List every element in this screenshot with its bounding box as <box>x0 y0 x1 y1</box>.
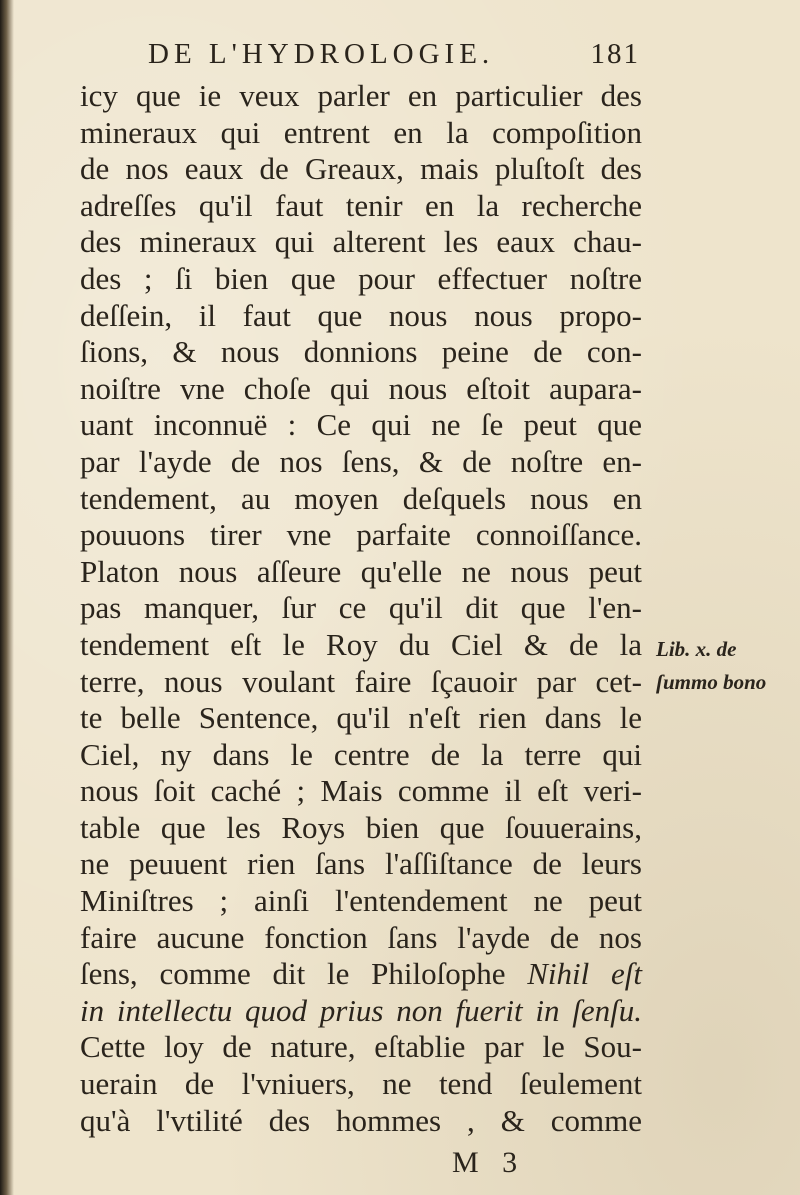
text-line: des mineraux qui alterent les eaux chau- <box>80 224 642 260</box>
text-line: ne peuuent rien ſans l'aſſiſtance de leurs <box>80 846 642 882</box>
text-line: par l'ayde de nos ſens, & de noſtre en- <box>80 443 642 479</box>
text-line: tendement eſt le Roy du Ciel & de la <box>80 626 642 662</box>
marginal-note-line: ſummo bono <box>656 670 767 694</box>
text-line: noiſtre vne choſe qui nous eſtoit aupara- <box>80 370 642 406</box>
text-line: de nos eaux de Greaux, mais pluſtoſt des <box>80 151 642 187</box>
text-line: Ciel, ny dans le centre de la terre qui <box>80 736 642 772</box>
text-line: in intellectu quod prius non fuerit in ſenſu. <box>80 992 642 1028</box>
text-line: Miniſtres ; ainſi l'entendement ne peut <box>80 883 642 919</box>
text-line: adreſſes qu'il faut tenir en la recherche <box>80 187 642 223</box>
text-line: nous ſoit caché ; Mais comme il eſt veri- <box>80 773 642 809</box>
text-line: des ; ſi bien que pour effectuer noſtre <box>80 260 642 296</box>
marginal-note-line: Lib. x. de <box>656 637 737 661</box>
latin-quote: Nihil eſt <box>527 956 643 992</box>
text-line: uerain de l'vniuers, ne tend ſeulement <box>80 1066 642 1102</box>
body-text <box>80 78 642 1139</box>
text-line: table que les Roys bien que ſouuerains, <box>80 809 642 845</box>
text-line: ſens, comme dit le Philoſophe Nihil eſt <box>80 956 643 992</box>
marginal-note <box>656 633 786 699</box>
running-header <box>148 38 648 78</box>
text-line: mineraux qui entrent en la compoſition <box>80 114 642 150</box>
text-line: te belle Sentence, qu'il n'eſt rien dans le <box>80 700 642 736</box>
text-line: Cette loy de nature, eſtablie par le Sou- <box>80 1029 642 1065</box>
text-line: ſions, & nous donnions peine de con- <box>80 334 642 370</box>
text-line: terre, nous voulant faire ſçauoir par cet- <box>80 663 642 699</box>
text-line: icy que ie veux parler en particulier des <box>80 78 642 113</box>
text-line: tendement, au moyen deſquels nous en <box>80 480 642 516</box>
text-line: qu'à l'vtilité des hommes , & comme <box>80 1102 642 1138</box>
text-line: deſſein, il faut que nous nous propo- <box>80 297 642 333</box>
page-number: 181 <box>590 38 640 70</box>
text-line: pouuons tirer vne parfaite connoiſſance. <box>80 517 642 553</box>
text-line: faire aucune fonction ſans l'ayde de nos <box>80 919 642 955</box>
signature-mark: M 3 <box>452 1146 526 1179</box>
page-binding-edge <box>0 0 14 1195</box>
running-title: DE L'HYDROLOGIE. <box>148 38 495 70</box>
text-line: pas manquer, ſur ce qu'il dit que l'en- <box>80 590 642 626</box>
text-line: uant inconnuë : Ce qui ne ſe peut que <box>80 407 642 443</box>
text-line: Platon nous aſſeure qu'elle ne nous peut <box>80 553 642 589</box>
